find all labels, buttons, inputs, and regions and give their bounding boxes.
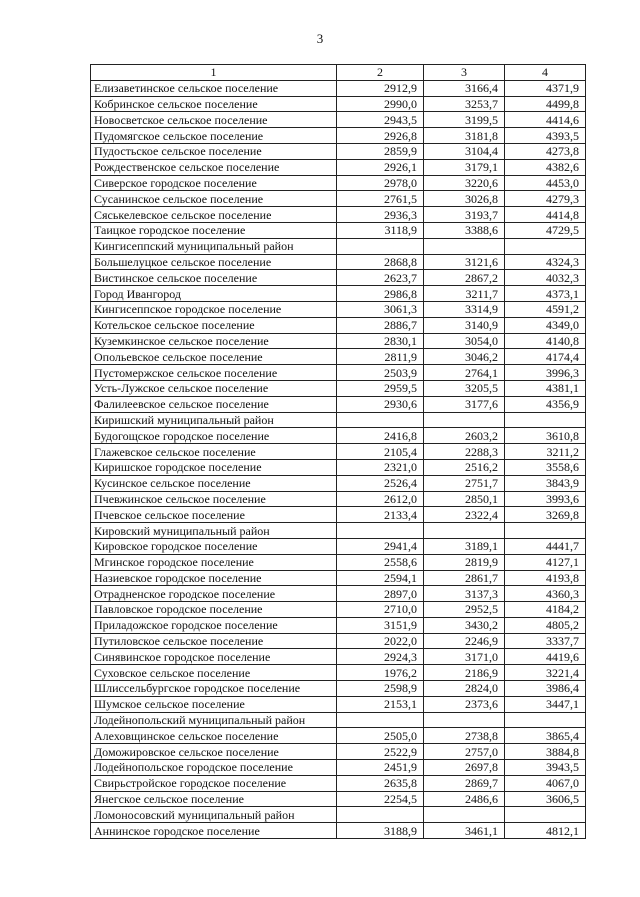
table-row: [91, 238, 586, 254]
table-row: [91, 380, 586, 396]
value-col-3-cell: 2288,3: [424, 444, 505, 460]
settlement-name-cell: Пчевжинское сельское поселение: [91, 491, 337, 507]
value-col-4-cell: 4067,0: [505, 775, 586, 791]
table-row: [91, 491, 586, 507]
data-table: [90, 64, 586, 839]
value-col-2-cell: [337, 712, 424, 728]
value-col-4-cell: 4324,3: [505, 254, 586, 270]
settlement-name-cell: Таицкое городское поселение: [91, 222, 337, 238]
value-col-4-cell: 4381,1: [505, 380, 586, 396]
settlement-name-cell: Кингисеппский муниципальный район: [91, 238, 337, 254]
table-row: [91, 80, 586, 96]
value-col-2-cell: 2254,5: [337, 791, 424, 807]
value-col-4-cell: 4174,4: [505, 349, 586, 365]
settlement-name-cell: Пчевское сельское поселение: [91, 507, 337, 523]
value-col-4-cell: 4729,5: [505, 222, 586, 238]
value-col-4-cell: 4273,8: [505, 143, 586, 159]
settlement-name-cell: Мгинское городское поселение: [91, 554, 337, 570]
value-col-4-cell: 4382,6: [505, 159, 586, 175]
settlement-name-cell: Сусанинское сельское поселение: [91, 191, 337, 207]
value-col-3-cell: 3314,9: [424, 301, 505, 317]
value-col-3-cell: 3199,5: [424, 112, 505, 128]
table-row: [91, 128, 586, 144]
settlement-name-cell: Лодейнопольский муниципальный район: [91, 712, 337, 728]
table-row: [91, 428, 586, 444]
settlement-name-cell: Янегское сельское поселение: [91, 791, 337, 807]
settlement-name-cell: Кировское городское поселение: [91, 538, 337, 554]
table-row: [91, 807, 586, 823]
value-col-4-cell: [505, 523, 586, 539]
value-col-3-cell: 3140,9: [424, 317, 505, 333]
value-col-2-cell: [337, 523, 424, 539]
value-col-4-cell: 3558,6: [505, 459, 586, 475]
value-col-2-cell: 3188,9: [337, 823, 424, 839]
settlement-name-cell: Сяськелевское сельское поселение: [91, 207, 337, 223]
value-col-3-cell: 2373,6: [424, 696, 505, 712]
value-col-3-cell: 3121,6: [424, 254, 505, 270]
table-row: [91, 396, 586, 412]
value-col-3-cell: 3026,8: [424, 191, 505, 207]
value-col-2-cell: 2990,0: [337, 96, 424, 112]
value-col-2-cell: 2868,8: [337, 254, 424, 270]
value-col-2-cell: 3151,9: [337, 617, 424, 633]
settlement-name-cell: Доможировское сельское поселение: [91, 744, 337, 760]
settlement-name-cell: Отрадненское городское поселение: [91, 586, 337, 602]
value-col-4-cell: 4193,8: [505, 570, 586, 586]
table-header-row: [91, 65, 586, 81]
value-col-2-cell: 2924,3: [337, 649, 424, 665]
value-col-3-cell: 3166,4: [424, 80, 505, 96]
settlement-name-cell: Аннинское городское поселение: [91, 823, 337, 839]
value-col-2-cell: 2710,0: [337, 602, 424, 618]
table-row: [91, 744, 586, 760]
value-col-4-cell: 4373,1: [505, 286, 586, 302]
value-col-4-cell: 3269,8: [505, 507, 586, 523]
value-col-4-cell: 3884,8: [505, 744, 586, 760]
settlement-name-cell: Сиверское городское поселение: [91, 175, 337, 191]
table-row: [91, 333, 586, 349]
table-row: [91, 791, 586, 807]
value-col-4-cell: 4591,2: [505, 301, 586, 317]
value-col-2-cell: 2936,3: [337, 207, 424, 223]
value-col-3-cell: [424, 712, 505, 728]
value-col-3-cell: 3046,2: [424, 349, 505, 365]
value-col-4-cell: 4184,2: [505, 602, 586, 618]
value-col-4-cell: 4441,7: [505, 538, 586, 554]
value-col-2-cell: 2558,6: [337, 554, 424, 570]
value-col-3-cell: 2867,2: [424, 270, 505, 286]
value-col-4-cell: 3943,5: [505, 760, 586, 776]
settlement-name-cell: Кингисеппское городское поселение: [91, 301, 337, 317]
value-col-2-cell: 2594,1: [337, 570, 424, 586]
value-col-4-cell: 3606,5: [505, 791, 586, 807]
value-col-4-cell: 4414,6: [505, 112, 586, 128]
value-col-2-cell: 2959,5: [337, 380, 424, 396]
settlement-name-cell: Кусинское сельское поселение: [91, 475, 337, 491]
settlement-name-cell: Куземкинское сельское поселение: [91, 333, 337, 349]
value-col-3-cell: [424, 523, 505, 539]
value-col-3-cell: 3220,6: [424, 175, 505, 191]
table-row: [91, 207, 586, 223]
value-col-3-cell: 3177,6: [424, 396, 505, 412]
value-col-2-cell: 2859,9: [337, 143, 424, 159]
value-col-4-cell: 4140,8: [505, 333, 586, 349]
value-col-3-cell: 3054,0: [424, 333, 505, 349]
column-header-1: 1: [91, 65, 337, 81]
table-row: [91, 538, 586, 554]
table-row: [91, 633, 586, 649]
value-col-3-cell: 3104,4: [424, 143, 505, 159]
table-row: [91, 507, 586, 523]
settlement-name-cell: Путиловское сельское поселение: [91, 633, 337, 649]
value-col-4-cell: 3986,4: [505, 681, 586, 697]
value-col-2-cell: [337, 807, 424, 823]
settlement-name-cell: Вистинское сельское поселение: [91, 270, 337, 286]
value-col-4-cell: 4371,9: [505, 80, 586, 96]
settlement-name-cell: Фалилеевское сельское поселение: [91, 396, 337, 412]
value-col-4-cell: [505, 712, 586, 728]
value-col-2-cell: 2811,9: [337, 349, 424, 365]
value-col-3-cell: 2757,0: [424, 744, 505, 760]
value-col-4-cell: 3993,6: [505, 491, 586, 507]
value-col-2-cell: 2926,1: [337, 159, 424, 175]
value-col-2-cell: 2133,4: [337, 507, 424, 523]
settlement-name-cell: Кировский муниципальный район: [91, 523, 337, 539]
table-row: [91, 159, 586, 175]
value-col-4-cell: 3221,4: [505, 665, 586, 681]
column-header-4: 4: [505, 65, 586, 81]
value-col-3-cell: 3179,1: [424, 159, 505, 175]
value-col-2-cell: 2886,7: [337, 317, 424, 333]
settlement-name-cell: Свирьстройское городское поселение: [91, 775, 337, 791]
settlement-name-cell: Лодейнопольское городское поселение: [91, 760, 337, 776]
value-col-3-cell: 3461,1: [424, 823, 505, 839]
table-row: [91, 665, 586, 681]
value-col-4-cell: 4279,3: [505, 191, 586, 207]
settlement-name-cell: Синявинское городское поселение: [91, 649, 337, 665]
value-col-3-cell: [424, 412, 505, 428]
value-col-4-cell: 4812,1: [505, 823, 586, 839]
table-row: [91, 554, 586, 570]
value-col-3-cell: 3137,3: [424, 586, 505, 602]
value-col-2-cell: 2912,9: [337, 80, 424, 96]
value-col-2-cell: 1976,2: [337, 665, 424, 681]
value-col-2-cell: 2505,0: [337, 728, 424, 744]
value-col-4-cell: 3610,8: [505, 428, 586, 444]
value-col-3-cell: 2186,9: [424, 665, 505, 681]
value-col-2-cell: 2105,4: [337, 444, 424, 460]
value-col-2-cell: 2926,8: [337, 128, 424, 144]
value-col-2-cell: [337, 412, 424, 428]
value-col-4-cell: 3865,4: [505, 728, 586, 744]
value-col-2-cell: 2416,8: [337, 428, 424, 444]
table-row: [91, 365, 586, 381]
value-col-2-cell: 2612,0: [337, 491, 424, 507]
table-row: [91, 270, 586, 286]
settlement-name-cell: Шлиссельбургское городское поселение: [91, 681, 337, 697]
value-col-4-cell: 4414,8: [505, 207, 586, 223]
value-col-2-cell: 2830,1: [337, 333, 424, 349]
value-col-4-cell: 3211,2: [505, 444, 586, 460]
table-row: [91, 301, 586, 317]
value-col-3-cell: 3388,6: [424, 222, 505, 238]
table-row: [91, 444, 586, 460]
value-col-3-cell: [424, 807, 505, 823]
table-row: [91, 775, 586, 791]
settlement-name-cell: Котельское сельское поселение: [91, 317, 337, 333]
value-col-2-cell: 2978,0: [337, 175, 424, 191]
settlement-name-cell: Павловское городское поселение: [91, 602, 337, 618]
value-col-3-cell: 2819,9: [424, 554, 505, 570]
value-col-2-cell: 2522,9: [337, 744, 424, 760]
value-col-4-cell: 4453,0: [505, 175, 586, 191]
table-row: [91, 412, 586, 428]
settlement-name-cell: Киришский муниципальный район: [91, 412, 337, 428]
table-row: [91, 586, 586, 602]
value-col-4-cell: [505, 807, 586, 823]
value-col-2-cell: 2598,9: [337, 681, 424, 697]
value-col-2-cell: [337, 238, 424, 254]
value-col-4-cell: 4349,0: [505, 317, 586, 333]
table-row: [91, 175, 586, 191]
value-col-2-cell: 2022,0: [337, 633, 424, 649]
value-col-2-cell: 3061,3: [337, 301, 424, 317]
value-col-2-cell: 3118,9: [337, 222, 424, 238]
table-row: [91, 523, 586, 539]
table-row: [91, 286, 586, 302]
value-col-4-cell: 4419,6: [505, 649, 586, 665]
value-col-3-cell: 3211,7: [424, 286, 505, 302]
value-col-3-cell: 2869,7: [424, 775, 505, 791]
value-col-4-cell: 3447,1: [505, 696, 586, 712]
settlement-name-cell: Глажевское сельское поселение: [91, 444, 337, 460]
settlement-name-cell: Опольевское сельское поселение: [91, 349, 337, 365]
settlement-name-cell: Город Ивангород: [91, 286, 337, 302]
value-col-4-cell: 4499,8: [505, 96, 586, 112]
table-row: [91, 143, 586, 159]
value-col-4-cell: 4805,2: [505, 617, 586, 633]
table-row: [91, 96, 586, 112]
value-col-2-cell: 2941,4: [337, 538, 424, 554]
value-col-4-cell: 3843,9: [505, 475, 586, 491]
settlement-name-cell: Назиевское городское поселение: [91, 570, 337, 586]
value-col-4-cell: 4360,3: [505, 586, 586, 602]
table-row: [91, 712, 586, 728]
table-row: [91, 760, 586, 776]
value-col-3-cell: 3193,7: [424, 207, 505, 223]
value-col-3-cell: 2322,4: [424, 507, 505, 523]
settlement-name-cell: Пудостьское сельское поселение: [91, 143, 337, 159]
settlement-name-cell: Киришское городское поселение: [91, 459, 337, 475]
value-col-3-cell: 2850,1: [424, 491, 505, 507]
settlement-name-cell: Пудомягское сельское поселение: [91, 128, 337, 144]
value-col-3-cell: 2486,6: [424, 791, 505, 807]
table-body: [91, 80, 586, 838]
value-col-2-cell: 2986,8: [337, 286, 424, 302]
value-col-4-cell: [505, 238, 586, 254]
settlement-name-cell: Шумское сельское поселение: [91, 696, 337, 712]
value-col-3-cell: 2751,7: [424, 475, 505, 491]
value-col-4-cell: [505, 412, 586, 428]
value-col-3-cell: [424, 238, 505, 254]
table-row: [91, 570, 586, 586]
value-col-2-cell: 2943,5: [337, 112, 424, 128]
settlement-name-cell: Ломоносовский муниципальный район: [91, 807, 337, 823]
settlement-name-cell: Кобринское сельское поселение: [91, 96, 337, 112]
settlement-name-cell: Елизаветинское сельское поселение: [91, 80, 337, 96]
value-col-4-cell: 4393,5: [505, 128, 586, 144]
value-col-2-cell: 2761,5: [337, 191, 424, 207]
table-row: [91, 459, 586, 475]
settlement-name-cell: Суховское сельское поселение: [91, 665, 337, 681]
value-col-3-cell: 3171,0: [424, 649, 505, 665]
value-col-4-cell: 4127,1: [505, 554, 586, 570]
value-col-3-cell: 2738,8: [424, 728, 505, 744]
value-col-2-cell: 2930,6: [337, 396, 424, 412]
table-row: [91, 191, 586, 207]
settlement-name-cell: Усть-Лужское сельское поселение: [91, 380, 337, 396]
column-header-2: 2: [337, 65, 424, 81]
settlement-name-cell: Приладожское городское поселение: [91, 617, 337, 633]
value-col-2-cell: 2526,4: [337, 475, 424, 491]
settlement-name-cell: Пустомержское сельское поселение: [91, 365, 337, 381]
value-col-2-cell: 2897,0: [337, 586, 424, 602]
table-row: [91, 602, 586, 618]
settlement-name-cell: Алеховщинское сельское поселение: [91, 728, 337, 744]
value-col-2-cell: 2623,7: [337, 270, 424, 286]
value-col-3-cell: 2697,8: [424, 760, 505, 776]
table-row: [91, 317, 586, 333]
value-col-3-cell: 3181,8: [424, 128, 505, 144]
table-row: [91, 696, 586, 712]
table-row: [91, 617, 586, 633]
table-row: [91, 112, 586, 128]
value-col-3-cell: 3253,7: [424, 96, 505, 112]
table-row: [91, 649, 586, 665]
value-col-4-cell: 4356,9: [505, 396, 586, 412]
value-col-3-cell: 2764,1: [424, 365, 505, 381]
value-col-2-cell: 2503,9: [337, 365, 424, 381]
value-col-4-cell: 3996,3: [505, 365, 586, 381]
table-row: [91, 349, 586, 365]
value-col-2-cell: 2153,1: [337, 696, 424, 712]
table-row: [91, 222, 586, 238]
settlement-name-cell: Новосветское сельское поселение: [91, 112, 337, 128]
settlement-name-cell: Будогощское городское поселение: [91, 428, 337, 444]
value-col-3-cell: 2952,5: [424, 602, 505, 618]
table-row: [91, 823, 586, 839]
table-row: [91, 475, 586, 491]
value-col-3-cell: 3205,5: [424, 380, 505, 396]
value-col-3-cell: 2516,2: [424, 459, 505, 475]
table-row: [91, 728, 586, 744]
table-row: [91, 254, 586, 270]
page-number: 3: [316, 31, 324, 46]
value-col-3-cell: 3430,2: [424, 617, 505, 633]
settlement-name-cell: Рождественское сельское поселение: [91, 159, 337, 175]
value-col-4-cell: 3337,7: [505, 633, 586, 649]
value-col-2-cell: 2635,8: [337, 775, 424, 791]
value-col-3-cell: 3189,1: [424, 538, 505, 554]
value-col-3-cell: 2824,0: [424, 681, 505, 697]
value-col-3-cell: 2246,9: [424, 633, 505, 649]
value-col-3-cell: 2603,2: [424, 428, 505, 444]
table-row: [91, 681, 586, 697]
value-col-4-cell: 4032,3: [505, 270, 586, 286]
settlement-name-cell: Большелуцкое сельское поселение: [91, 254, 337, 270]
value-col-2-cell: 2451,9: [337, 760, 424, 776]
column-header-3: 3: [424, 65, 505, 81]
value-col-3-cell: 2861,7: [424, 570, 505, 586]
value-col-2-cell: 2321,0: [337, 459, 424, 475]
